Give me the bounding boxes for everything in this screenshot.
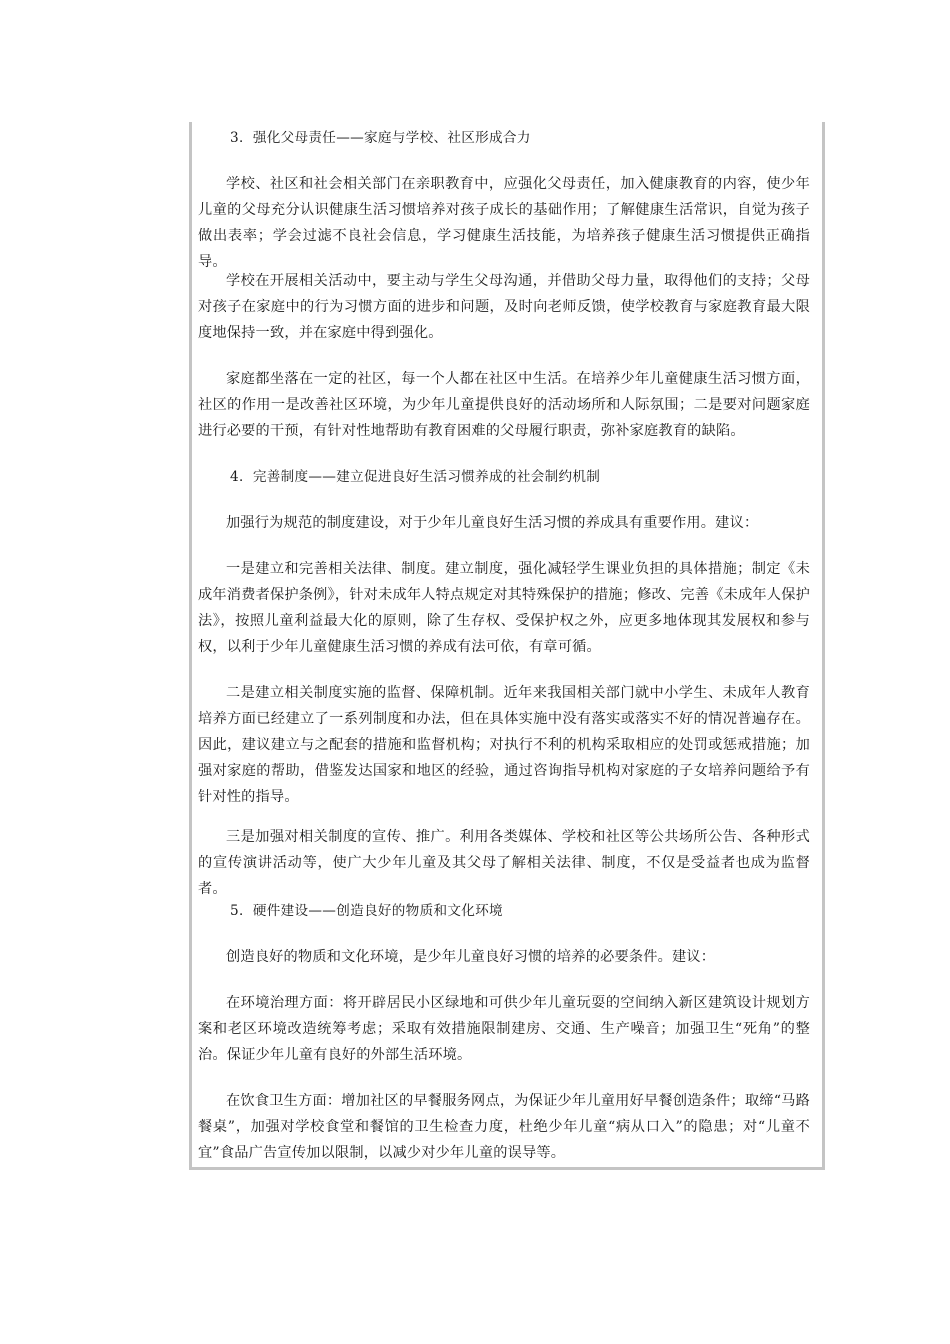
paragraph: 二是建立相关制度实施的监督、保障机制。近年来我国相关部门就中小学生、未成年人教育培养方面已经建立了一系列制度和办法，但在具体实施中没有落实或落实不好的情况普遍存在。因此，建议建立与之配套的措施和监督机构；对执行不利的机构采取相应的处罚或惩戒措施；加强对家庭的帮助，借鉴发达国家和地区的经验，通过咨询指导机构对家庭的子女培养问题给予有针对性的指导。 [198,685,810,805]
paragraph: 学校在开展相关活动中，要主动与学生父母沟通，并借助父母力量，取得他们的支持；父母对孩子在家庭中的行为习惯方面的进步和问题，及时向老师反馈，使学校教育与家庭教育最大限度地保持一致，并在家庭中得到强化。 [198,273,810,341]
paragraph: 在饮食卫生方面：增加社区的早餐服务网点，为保证少年儿童用好早餐创造条件；取缔“马路餐桌”，加强对学校食堂和餐馆的卫生检查力度，杜绝少年儿童“病从口入”的隐患；对“儿童不宜”食品广告宣传加以限制，以减少对少年儿童的误导等。 [198,1093,810,1161]
paragraph: 学校、社区和社会相关部门在亲职教育中，应强化父母责任，加入健康教育的内容，使少年儿童的父母充分认识健康生活习惯培养对孩子成长的基础作用；了解健康生活常识，自觉为孩子做出表率；学会过滤不良社会信息，学习健康生活技能，为培养孩子健康生活习惯提供正确指导。 [198,176,810,270]
section-heading-3: 3．强化父母责任——家庭与学校、社区形成合力 [230,130,531,146]
section-heading-5: 5．硬件建设——创造良好的物质和文化环境 [230,903,503,919]
paragraph: 加强行为规范的制度建设，对于少年儿童良好生活习惯的养成具有重要作用。建议： [226,515,759,531]
paragraph: 三是加强对相关制度的宣传、推广。利用各类媒体、学校和社区等公共场所公告、各种形式的宣传演讲活动等，使广大少年儿童及其父母了解相关法律、制度，不仅是受益者也成为监督者。 [198,829,810,897]
paragraph: 创造良好的物质和文化环境，是少年儿童良好习惯的培养的必要条件。建议： [226,949,716,965]
section-heading-4: 4．完善制度——建立促进良好生活习惯养成的社会制约机制 [230,469,601,485]
paragraph: 在环境治理方面：将开辟居民小区绿地和可供少年儿童玩耍的空间纳入新区建筑设计规划方案和老区环境改造统筹考虑；采取有效措施限制建房、交通、生产噪音；加强卫生“死角”的整治。保证少年儿童有良好的外部生活环境。 [198,995,810,1063]
paragraph: 家庭都坐落在一定的社区，每一个人都在社区中生活。在培养少年儿童健康生活习惯方面，社区的作用一是改善社区环境，为少年儿童提供良好的活动场所和人际氛围；二是要对问题家庭进行必要的干预，有针对性地帮助有教育困难的父母履行职责，弥补家庭教育的缺陷。 [198,371,810,439]
paragraph: 一是建立和完善相关法律、制度。建立制度，强化减轻学生课业负担的具体措施；制定《未成年消费者保护条例》，针对未成年人特点规定对其特殊保护的措施；修改、完善《未成年人保护法》，按照儿童利益最大化的原则，除了生存权、受保护权之外，应更多地体现其发展权和参与权，以利于少年儿童健康生活习惯的养成有法可依，有章可循。 [198,561,810,655]
